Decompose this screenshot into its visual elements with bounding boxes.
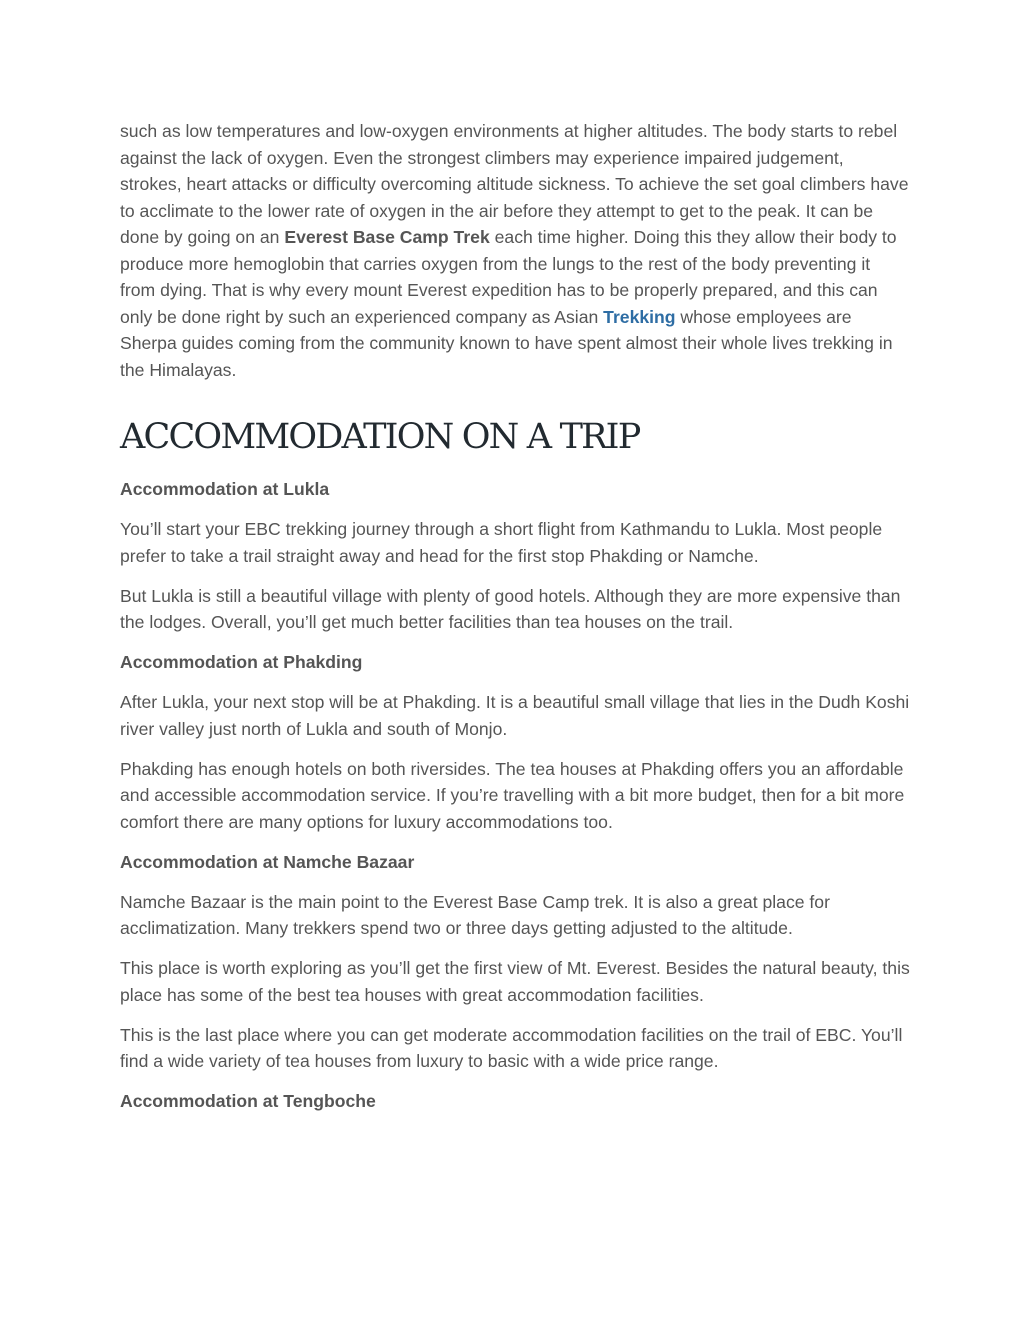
phakding-heading: Accommodation at Phakding — [120, 652, 363, 672]
intro-text-part2: each time higher. Doing this they allow their body to produce more hemoglobin that carries oxygen from the lungs to the rest of the body preventing it from dying. That is why every mount Everest expedition has to be properly prepared, and this can only be done right by such an experienced company as Asian — [120, 227, 897, 327]
tengboche-heading: Accommodation at Tengboche — [120, 1091, 376, 1111]
phakding-paragraph-1: After Lukla, your next stop will be at Phakding. It is a beautiful small village that lies in the Dudh Koshi river valley just north of Lukla and south of Monjo. — [120, 692, 910, 739]
namche-paragraph-3: This is the last place where you can get moderate accommodation facilities on the trail of EBC. You’ll find a wide variety of tea houses from luxury to basic with a wide price range. — [120, 1024, 903, 1071]
lukla-paragraph-1: You’ll start your EBC trekking journey through a short flight from Kathmandu to Lukla. Most people prefer to take a trail straight away and head for the first stop Phakding or Namche. — [120, 519, 883, 566]
namche-paragraph-1: Namche Bazaar is the main point to the Everest Base Camp trek. It is also a great place for acclimatization. Many trekkers spend two or three days getting adjusted to the altitude. — [120, 891, 830, 938]
intro-text-part3: whose employees are Sherpa guides coming from the community known to have spent almost their whole lives trekking in the Himalayas. — [120, 306, 893, 380]
intro-paragraph — [120, 118, 910, 383]
namche-heading: Accommodation at Namche Bazaar — [120, 851, 415, 872]
document-page — [120, 118, 910, 1128]
lukla-heading: Accommodation at Lukla — [120, 479, 330, 499]
phakding-paragraph-2: Phakding has enough hotels on both riversides. The tea houses at Phakding offers you an affordable and accessible accommodation service. If you’re travelling with a bit more budget, then for a bit more comfort there are many options for luxury accommodations too. — [120, 758, 905, 832]
everest-base-camp-trek-term: Everest Base Camp Trek — [284, 227, 490, 247]
namche-paragraph-2: This place is worth exploring as you’ll get the first view of Mt. Everest. Besides the natural beauty, this place has some of the best tea houses with great accommodation facilities. — [120, 958, 910, 1005]
trekking-link[interactable]: Trekking — [603, 306, 676, 327]
intro-text-part1: such as low temperatures and low-oxygen environments at higher altitudes. The body starts to rebel against the lack of oxygen. Even the strongest climbers may experience impaired judgement, strokes, heart attacks or difficulty overcoming altitude sickness. To achieve the set goal climbers have to acclimate to the lower rate of oxygen in the air before they attempt to get to the peak. It can be done by going on an — [120, 121, 909, 247]
lukla-paragraph-2: But Lukla is still a beautiful village with plenty of good hotels. Although they are more expensive than the lodges. Overall, you’ll get much better facilities than tea houses on the trail. — [120, 585, 901, 632]
section-title: ACCOMMODATION ON A TRIP — [120, 417, 640, 457]
